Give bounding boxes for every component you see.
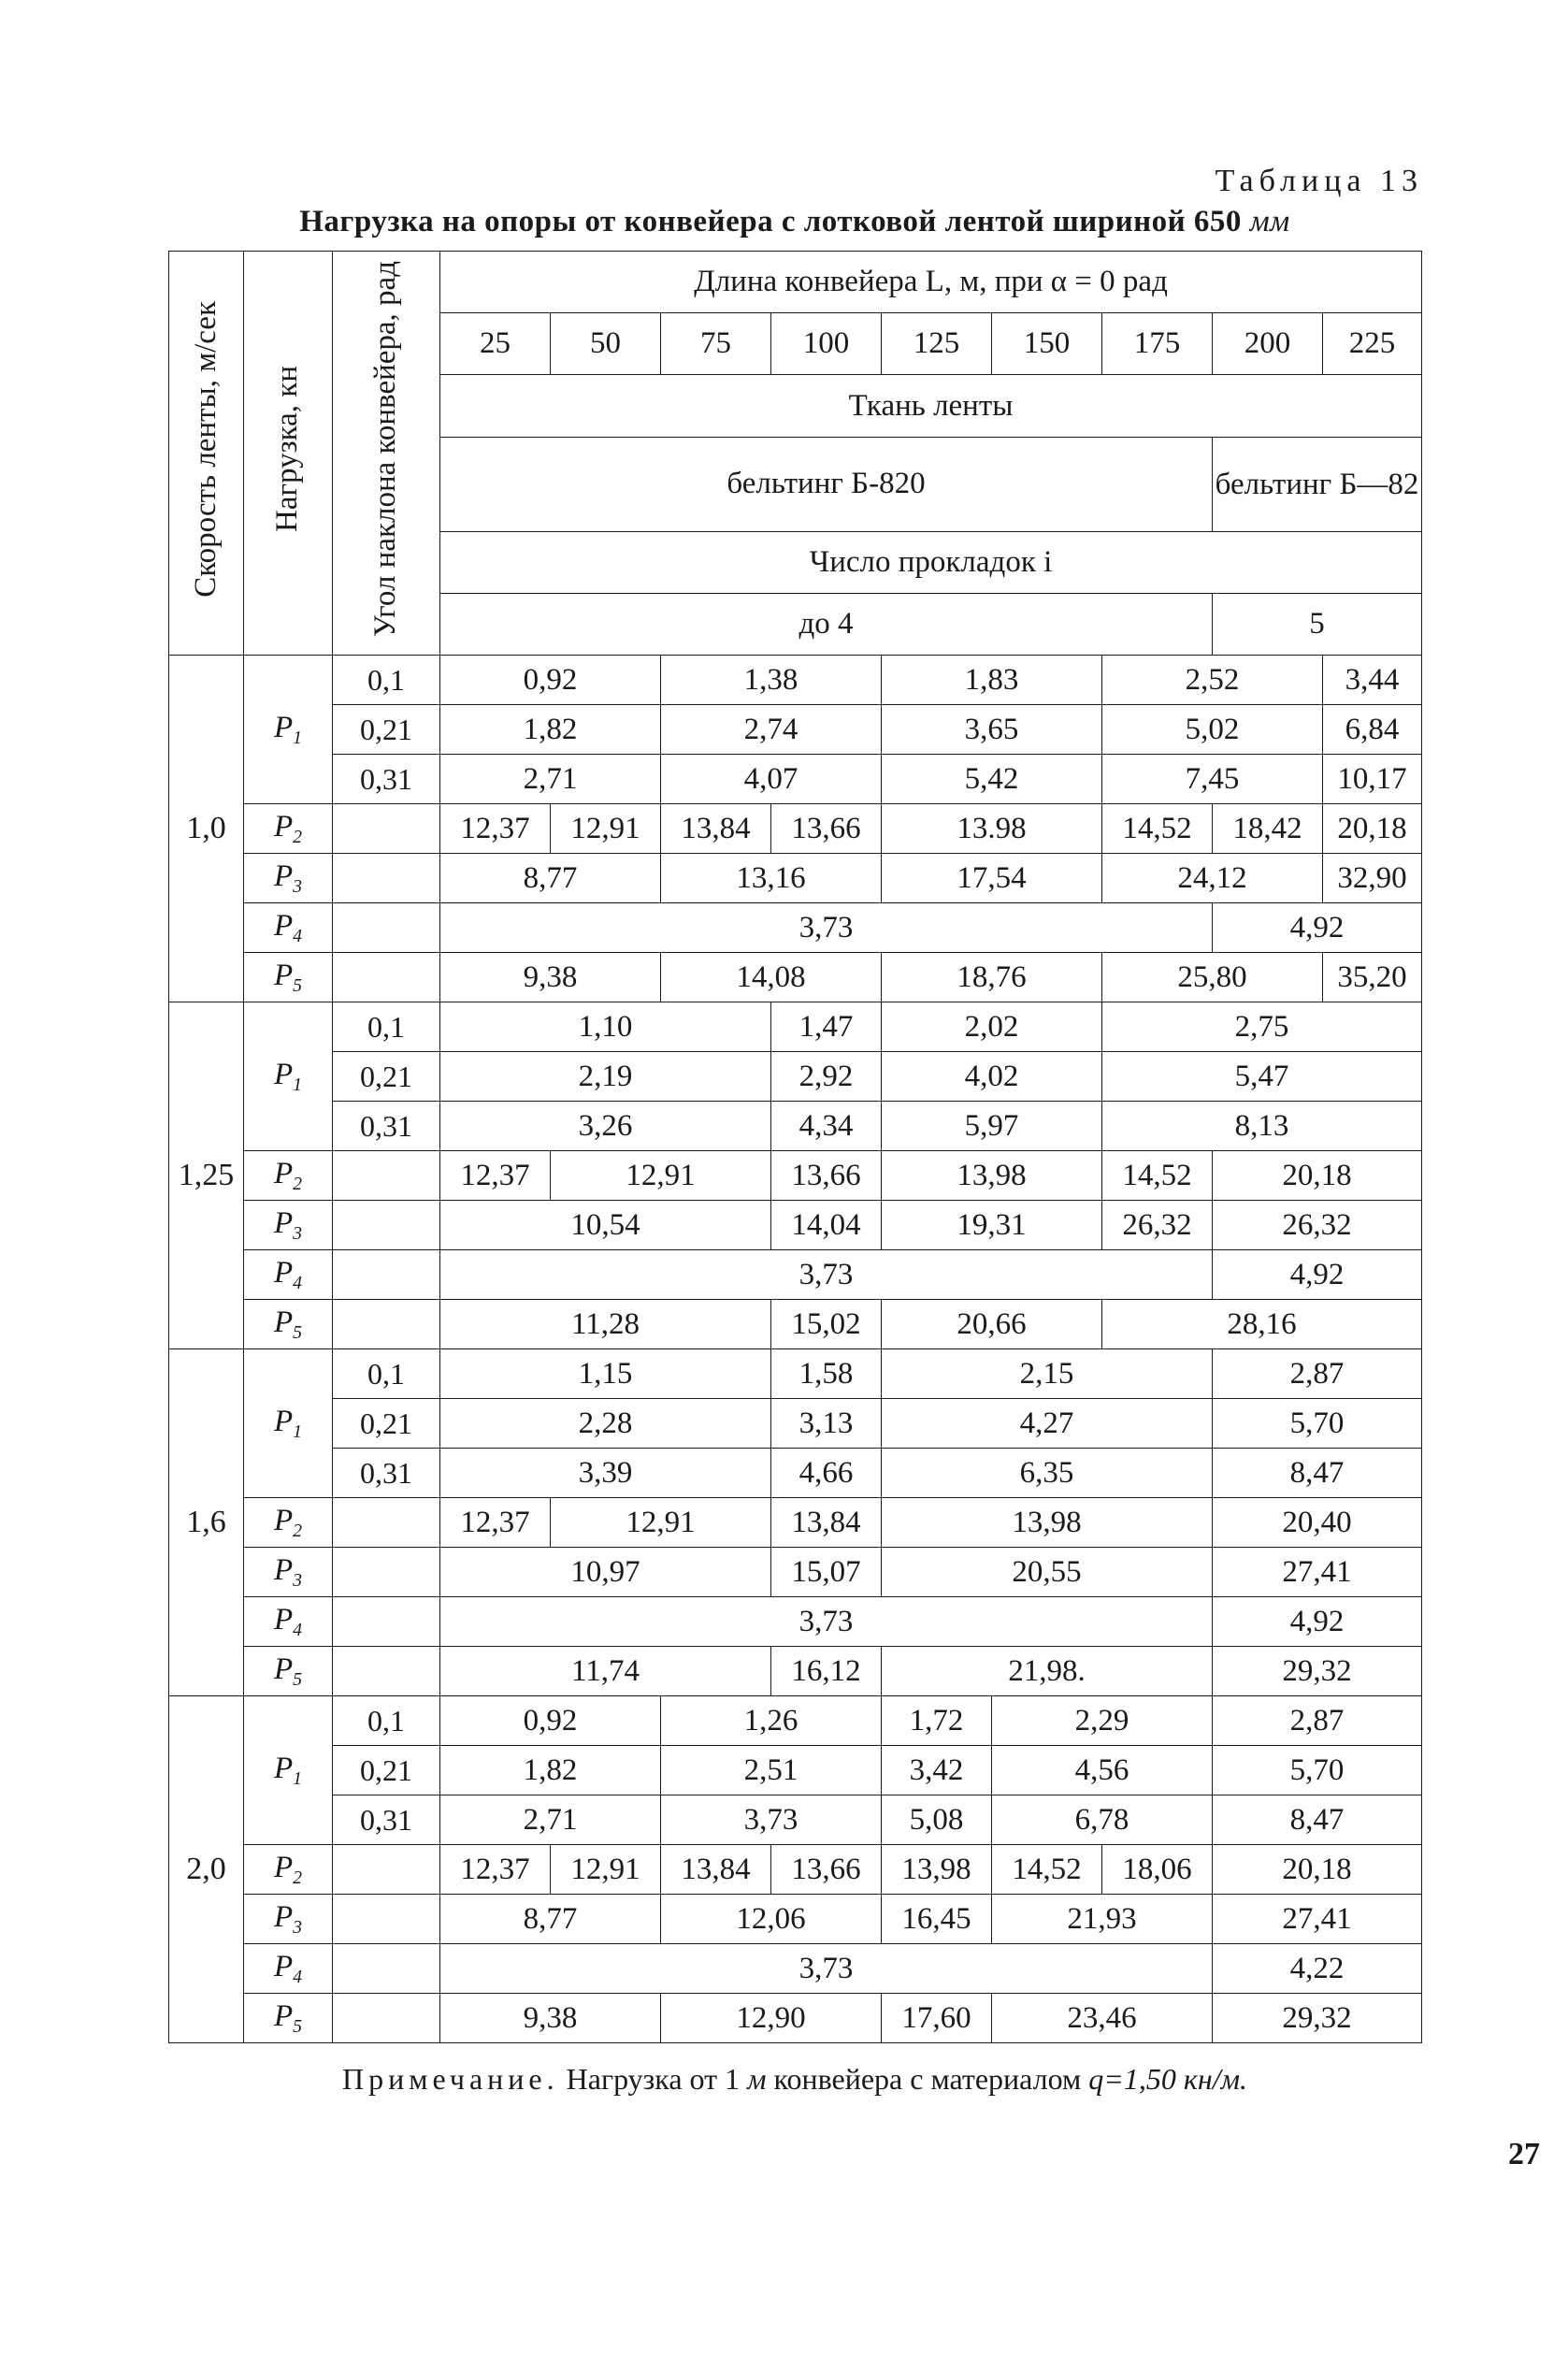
value-cell: 3,26: [440, 1102, 771, 1151]
length-value: 25: [440, 313, 551, 375]
angle-cell: 0,21: [333, 1746, 440, 1795]
value-cell: 14,04: [771, 1201, 882, 1250]
value-cell: 12,37: [440, 804, 551, 854]
angle-cell: 0,31: [333, 1102, 440, 1151]
value-cell: 3,73: [440, 1597, 1213, 1647]
value-cell: 19,31: [882, 1201, 1102, 1250]
value-cell: 26,32: [1213, 1201, 1422, 1250]
value-cell: 10,97: [440, 1548, 771, 1597]
value-cell: 4,92: [1213, 1250, 1422, 1300]
plies-header-text: Число прокладок i: [809, 544, 1053, 579]
load-cell: $P_4$: [244, 1250, 333, 1300]
value-cell: 20,66: [882, 1300, 1102, 1349]
value-cell: 24,12: [1102, 854, 1323, 903]
value-cell: 1,15: [440, 1349, 771, 1399]
value-cell: 18,42: [1213, 804, 1323, 854]
angle-cell: [333, 1548, 440, 1597]
load-cell: $P_2$: [244, 1845, 333, 1895]
note-text-middle: конвейера с материалом: [773, 2062, 1082, 2097]
angle-cell: 0,31: [333, 1449, 440, 1498]
length-header: Длина конвейера L, м, при α = 0 рад: [440, 252, 1422, 313]
angle-cell: [333, 1201, 440, 1250]
angle-cell: [333, 1300, 440, 1349]
angle-cell: [333, 1498, 440, 1548]
value-cell: 21,98.: [882, 1647, 1213, 1696]
length-value: 200: [1213, 313, 1323, 375]
load-cell: $P_5$: [244, 1994, 333, 2043]
value-cell: 18,76: [882, 953, 1102, 1002]
value-cell: 0,92: [440, 1696, 661, 1746]
note-unit-m: м: [747, 2062, 767, 2097]
value-cell: 2,71: [440, 1795, 661, 1845]
value-cell: 13,16: [661, 854, 882, 903]
load-cell: $P_1$: [244, 1696, 333, 1845]
value-cell: 5,70: [1213, 1399, 1422, 1449]
value-cell: 16,12: [771, 1647, 882, 1696]
value-cell: 1,38: [661, 656, 882, 705]
value-cell: 16,45: [882, 1895, 992, 1944]
angle-cell: [333, 1845, 440, 1895]
value-cell: 2,87: [1213, 1349, 1422, 1399]
value-cell: 8,77: [440, 1895, 661, 1944]
value-cell: 0,92: [440, 656, 661, 705]
load-cell: $P_3$: [244, 1201, 333, 1250]
value-cell: 12,90: [661, 1994, 882, 2043]
load-cell: $P_3$: [244, 854, 333, 903]
value-cell: 25,80: [1102, 953, 1323, 1002]
table-row: [169, 656, 1422, 705]
value-cell: 11,74: [440, 1647, 771, 1696]
table-row: [169, 903, 1422, 953]
page-number: 27: [1508, 2137, 1540, 2171]
value-cell: 2,92: [771, 1052, 882, 1102]
length-value: 100: [771, 313, 882, 375]
speed-cell: 1,6: [169, 1349, 244, 1696]
value-cell: 12,91: [551, 1151, 771, 1201]
speed-cell: 1,0: [169, 656, 244, 1002]
load-cell: $P_5$: [244, 953, 333, 1002]
value-cell: 2,28: [440, 1399, 771, 1449]
col-header-speed: Скорость ленты, м/сек: [169, 252, 244, 656]
note-label: Примечание.: [341, 2062, 559, 2097]
value-cell: 20,18: [1323, 804, 1422, 854]
load-cell: $P_4$: [244, 1944, 333, 1994]
angle-cell: [333, 1895, 440, 1944]
value-cell: 20,18: [1213, 1151, 1422, 1201]
value-cell: 2,29: [992, 1696, 1213, 1746]
value-cell: 3,73: [440, 903, 1213, 953]
speed-cell: 1,25: [169, 1002, 244, 1349]
table-row: [169, 755, 1422, 804]
value-cell: 2,15: [882, 1349, 1213, 1399]
plies-b: 5: [1213, 594, 1422, 656]
load-cell: $P_1$: [244, 1002, 333, 1151]
col-header-angle: Угол наклона конвейера, рад: [333, 252, 440, 656]
angle-cell: [333, 903, 440, 953]
angle-cell: [333, 1151, 440, 1201]
value-cell: 4,22: [1213, 1944, 1422, 1994]
table-row: [169, 1300, 1422, 1349]
table-row: [169, 1746, 1422, 1795]
value-cell: 3,73: [661, 1795, 882, 1845]
value-cell: 3,39: [440, 1449, 771, 1498]
table-row: [169, 1994, 1422, 2043]
value-cell: 12,06: [661, 1895, 882, 1944]
value-cell: 4,02: [882, 1052, 1102, 1102]
note-formula: q=1,50: [1088, 2062, 1176, 2097]
value-cell: 9,38: [440, 1994, 661, 2043]
value-cell: 1,58: [771, 1349, 882, 1399]
angle-cell: 0,21: [333, 705, 440, 755]
value-cell: 8,13: [1102, 1102, 1422, 1151]
value-cell: 1,83: [882, 656, 1102, 705]
value-cell: 1,47: [771, 1002, 882, 1052]
angle-cell: [333, 804, 440, 854]
value-cell: 14,52: [992, 1845, 1102, 1895]
angle-cell: [333, 1994, 440, 2043]
load-cell: $P_5$: [244, 1300, 333, 1349]
fabric-a: бельтинг Б-820: [440, 437, 1213, 531]
table-row: [169, 1399, 1422, 1449]
value-cell: 5,70: [1213, 1746, 1422, 1795]
angle-cell: 0,31: [333, 755, 440, 804]
header-row-length: [169, 252, 1422, 313]
value-cell: 8,77: [440, 854, 661, 903]
length-value: 75: [661, 313, 771, 375]
length-value: 175: [1102, 313, 1213, 375]
table-row: [169, 1944, 1422, 1994]
value-cell: 17,60: [882, 1994, 992, 2043]
table-row: [169, 1102, 1422, 1151]
note-text-before: Нагрузка от 1: [566, 2062, 741, 2097]
value-cell: 3,73: [440, 1250, 1213, 1300]
angle-cell: [333, 953, 440, 1002]
load-cell: $P_2$: [244, 804, 333, 854]
value-cell: 3,44: [1323, 656, 1422, 705]
table-row: [169, 953, 1422, 1002]
value-cell: 12,37: [440, 1498, 551, 1548]
value-cell: 3,13: [771, 1399, 882, 1449]
page: [168, 164, 1421, 2097]
load-cell: $P_3$: [244, 1548, 333, 1597]
value-cell: 2,52: [1102, 656, 1323, 705]
value-cell: 4,34: [771, 1102, 882, 1151]
fabric-header: Ткань ленты: [440, 375, 1422, 437]
value-cell: 12,91: [551, 1845, 661, 1895]
angle-cell: 0,1: [333, 1002, 440, 1052]
value-cell: 23,46: [992, 1994, 1213, 2043]
title-unit: мм: [1249, 205, 1290, 238]
value-cell: 13,66: [771, 1151, 882, 1201]
load-cell: $P_3$: [244, 1895, 333, 1944]
value-cell: 26,32: [1102, 1201, 1213, 1250]
value-cell: 2,87: [1213, 1696, 1422, 1746]
table-row: [169, 1845, 1422, 1895]
value-cell: 12,91: [551, 804, 661, 854]
length-value: 225: [1323, 313, 1422, 375]
table-row: [169, 1052, 1422, 1102]
value-cell: 4,27: [882, 1399, 1213, 1449]
value-cell: 8,47: [1213, 1449, 1422, 1498]
col-header-load: Нагрузка, кн: [244, 252, 333, 656]
value-cell: 2,19: [440, 1052, 771, 1102]
value-cell: 13,98: [882, 1845, 992, 1895]
value-cell: 6,35: [882, 1449, 1213, 1498]
value-cell: 13,98: [882, 1151, 1102, 1201]
value-cell: 5,47: [1102, 1052, 1422, 1102]
value-cell: 17,54: [882, 854, 1102, 903]
value-cell: 1,82: [440, 1746, 661, 1795]
value-cell: 15,02: [771, 1300, 882, 1349]
value-cell: 35,20: [1323, 953, 1422, 1002]
load-cell: $P_4$: [244, 903, 333, 953]
value-cell: 18,06: [1102, 1845, 1213, 1895]
load-table: [168, 251, 1422, 2043]
value-cell: 13.98: [882, 804, 1102, 854]
value-cell: 21,93: [992, 1895, 1213, 1944]
plies-header: [440, 531, 1422, 593]
value-cell: 20,40: [1213, 1498, 1422, 1548]
value-cell: 20,55: [882, 1548, 1213, 1597]
value-cell: 4,07: [661, 755, 882, 804]
load-cell: $P_2$: [244, 1498, 333, 1548]
value-cell: 10,17: [1323, 755, 1422, 804]
value-cell: 27,41: [1213, 1548, 1422, 1597]
load-cell: $P_1$: [244, 656, 333, 804]
value-cell: 12,37: [440, 1845, 551, 1895]
table-row: [169, 854, 1422, 903]
value-cell: 5,08: [882, 1795, 992, 1845]
table-row: [169, 1647, 1422, 1696]
value-cell: 4,66: [771, 1449, 882, 1498]
plies-a: до 4: [440, 594, 1213, 656]
angle-cell: 0,21: [333, 1399, 440, 1449]
value-cell: 2,51: [661, 1746, 882, 1795]
table-label: Таблица 13: [1215, 164, 1423, 198]
angle-cell: 0,1: [333, 1349, 440, 1399]
table-row: [169, 1250, 1422, 1300]
value-cell: 12,91: [551, 1498, 771, 1548]
load-cell: $P_5$: [244, 1647, 333, 1696]
value-cell: 6,78: [992, 1795, 1213, 1845]
value-cell: 3,73: [440, 1944, 1213, 1994]
angle-cell: [333, 1597, 440, 1647]
load-cell: $P_1$: [244, 1349, 333, 1498]
angle-cell: 0,21: [333, 1052, 440, 1102]
value-cell: 2,02: [882, 1002, 1102, 1052]
value-cell: 1,72: [882, 1696, 992, 1746]
value-cell: 32,90: [1323, 854, 1422, 903]
value-cell: 14,52: [1102, 804, 1213, 854]
value-cell: 13,84: [661, 1845, 771, 1895]
value-cell: 14,08: [661, 953, 882, 1002]
length-value: 50: [551, 313, 661, 375]
table-row: [169, 804, 1422, 854]
title-text: Нагрузка на опоры от конвейера с лотковой лентой шириной 650: [299, 205, 1242, 238]
angle-cell: 0,1: [333, 656, 440, 705]
note-unit-kn: кн/м.: [1183, 2062, 1247, 2097]
speed-cell: 2,0: [169, 1696, 244, 2043]
value-cell: 13,84: [661, 804, 771, 854]
value-cell: 4,92: [1213, 903, 1422, 953]
value-cell: 15,07: [771, 1548, 882, 1597]
value-cell: 2,74: [661, 705, 882, 755]
angle-cell: 0,31: [333, 1795, 440, 1845]
value-cell: 9,38: [440, 953, 661, 1002]
value-cell: 13,66: [771, 804, 882, 854]
value-cell: 11,28: [440, 1300, 771, 1349]
table-row: [169, 1449, 1422, 1498]
angle-cell: [333, 854, 440, 903]
value-cell: 28,16: [1102, 1300, 1422, 1349]
table-row: [169, 705, 1422, 755]
value-cell: 12,37: [440, 1151, 551, 1201]
table-row: [169, 1151, 1422, 1201]
fabric-b: бельтинг Б—82: [1213, 437, 1422, 531]
value-cell: 5,02: [1102, 705, 1323, 755]
value-cell: 14,52: [1102, 1151, 1213, 1201]
table-row: [169, 1002, 1422, 1052]
value-cell: 13,98: [882, 1498, 1213, 1548]
table-title: [168, 205, 1421, 239]
value-cell: 13,84: [771, 1498, 882, 1548]
load-cell: $P_4$: [244, 1597, 333, 1647]
load-cell: $P_2$: [244, 1151, 333, 1201]
value-cell: 1,82: [440, 705, 661, 755]
table-row: [169, 1498, 1422, 1548]
value-cell: 4,92: [1213, 1597, 1422, 1647]
value-cell: 5,97: [882, 1102, 1102, 1151]
value-cell: 6,84: [1323, 705, 1422, 755]
angle-cell: [333, 1250, 440, 1300]
value-cell: 20,18: [1213, 1845, 1422, 1895]
value-cell: 8,47: [1213, 1795, 1422, 1845]
value-cell: 7,45: [1102, 755, 1323, 804]
value-cell: 3,65: [882, 705, 1102, 755]
value-cell: 1,10: [440, 1002, 771, 1052]
value-cell: 2,71: [440, 755, 661, 804]
value-cell: 27,41: [1213, 1895, 1422, 1944]
footnote: [168, 2062, 1421, 2097]
table-row: [169, 1895, 1422, 1944]
angle-cell: 0,1: [333, 1696, 440, 1746]
table-row: [169, 1548, 1422, 1597]
value-cell: 29,32: [1213, 1647, 1422, 1696]
value-cell: 3,42: [882, 1746, 992, 1795]
table-row: [169, 1696, 1422, 1746]
value-cell: 1,26: [661, 1696, 882, 1746]
angle-cell: [333, 1647, 440, 1696]
table-row: [169, 1201, 1422, 1250]
table-row: [169, 1597, 1422, 1647]
value-cell: 2,75: [1102, 1002, 1422, 1052]
table-row: [169, 1795, 1422, 1845]
length-value: 150: [992, 313, 1102, 375]
angle-cell: [333, 1944, 440, 1994]
value-cell: 5,42: [882, 755, 1102, 804]
value-cell: 29,32: [1213, 1994, 1422, 2043]
length-value: 125: [882, 313, 992, 375]
value-cell: 13,66: [771, 1845, 882, 1895]
value-cell: 4,56: [992, 1746, 1213, 1795]
table-row: [169, 1349, 1422, 1399]
value-cell: 10,54: [440, 1201, 771, 1250]
